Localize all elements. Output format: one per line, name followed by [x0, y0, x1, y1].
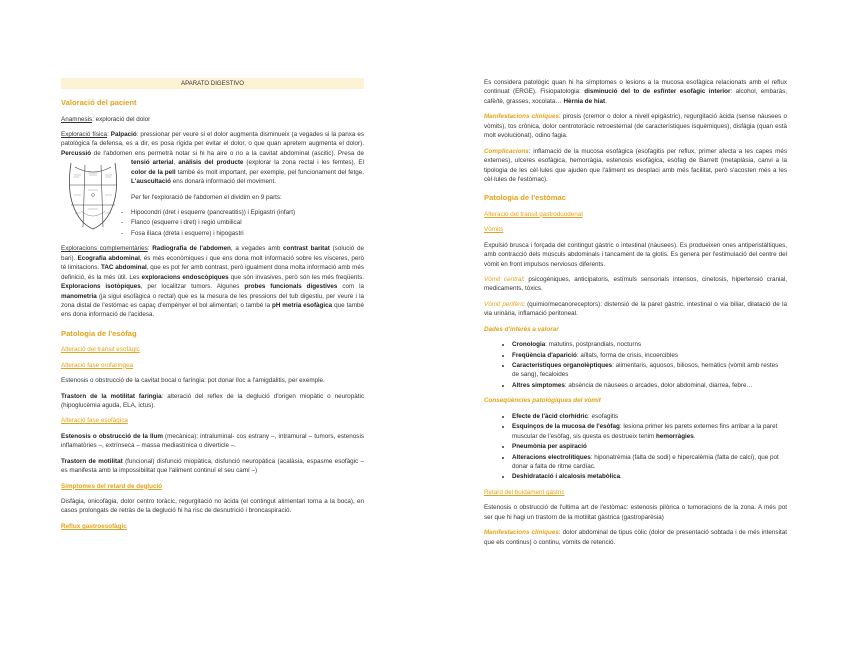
paragraph-orofaringea: Estenosis o obstrucció de la cavitat bocal o faríngia: pot donar lloc a l'amigdalitis, per exemple.	[61, 377, 325, 385]
list-item: - Flanco (esquerre i dret) i regió umbilical	[83, 218, 364, 227]
paragraph-complicacions: Complicacions: inflamació de la mucosa esofàgica (esofagitis per reflux, primer afecta a les capes més externes), ulceres esofàgica, hemorràgia, estenosis esofàgica, esòfag de Barrett (metaplàsia, canvi a la tipologia de les cèl·lules que ajuden que l'aliment es desplaci amb més facilitat, però s'acosten més a les cèl·lules de l'estòmac).	[484, 147, 787, 183]
paragraph-reflux-intro: Es considera patològic quan hi ha símptomes o lesions a la mucosa esofàgica relacionats amb el reflux continuat (ERGE). Fisiopatologia: disminució del to de esfínter esofàgic interior: alcohol, embaràs, cafè/tè, grasses, xocolata… Hèrnia de hiat.	[484, 79, 788, 105]
subsection-title-simptomes: Símptomes del retard de deglució	[61, 482, 163, 490]
abdominal-regions-diagram	[61, 159, 125, 231]
subsection-title-esofagica: Alteració fase esofàgica	[61, 417, 128, 425]
list-item: • Esquinços de la mucosa de l'esòfag: lesiona primer les parets externes fins arribar a la paret muscular de l'esòfag, sis questa es destrueix tenim hemorràgies.	[512, 422, 787, 441]
section-title-estomac: Patologia de l'estòmac	[484, 193, 566, 203]
list-item: • Alteracions electrolítiques: hiponatrèmia (falta de sodi) e hipercalèmia (falta de calci), que pot donar a falta de ritme cardíac.	[512, 453, 787, 472]
list-item: • Efecte de l'àcid clorhídric: esofagitis	[512, 412, 787, 421]
subsection-title-gastroduodenal: Alteració del transit gastroduodenal	[484, 210, 583, 218]
paragraph-motilitat-faringia: Trastorn de la motilitat faríngia: alteració del reflex de la deglució d'origen miopàtic o neuropàtic (hipoglucèmia aguda, ELA, ictus).	[61, 392, 364, 409]
dades-list	[484, 340, 787, 390]
section-title-valoracio: Valoració del pacient	[61, 98, 137, 108]
subsection-title-transit: Alteració del transit esofàgic	[61, 346, 140, 354]
list-item: • Cronologia: matutins, postprandials, nocturns	[512, 340, 787, 349]
paragraph-vomit-periferic: Vòmit perifèric (quimio/mecanoreceptors): distensió de la paret gàstric, intestinal o via biliar, dilatació de la via urinària, inflamació peritoneal.	[484, 300, 788, 318]
list-item: • Pneumònia per aspiració	[512, 442, 787, 451]
exploracio-block	[61, 130, 364, 244]
subsection-title-orofaringea: Alteració fase orofaríngea	[61, 361, 134, 369]
list-item: - Hipocondri (dret i esquerre (pancreatitis)) i Epigastri (infart)	[83, 208, 364, 217]
list-item: • Característiques organolèptiques: alimentaris, aquosos, biliosos, hemàtics (vòmit amb restes de sang), fecaloides	[512, 361, 787, 380]
paragraph-manifestacions-retard: Manifestacions clíniques: dolor abdominal de tipus còlic (dolor de presentació sobtada i de més intensitat que els continus) o continu, vòmits de retenció.	[484, 529, 787, 546]
paragraph-trastorn-motilitat: Trastorn de motilitat (funcional) disfunció miopàtica, disfunció neuropàtica (acalàsia, espasme esofàgic – es manifesta amb la impossibilitat que l'aliment continuï el seu camí –)	[61, 457, 364, 475]
paragraph-vomits: Expulsió brusca i forçada del contingut gàstric o intestinal (nàusees). Es produeixen ones antiperistàltiques, amb contracció dels músculs abdominals i tancament de la glotis. Es genera per l'estimulació del centre del vòmit en front impulsos nerviosos diferents.	[484, 241, 787, 268]
conseq-title: Conseqüències patològiques del vòmit	[484, 397, 601, 405]
page-header: APARATO DIGESTIVO	[61, 78, 364, 89]
dades-title: Dades d'interès a valorar	[484, 325, 559, 333]
paragraph-9-parts: Per fer l'exploració de l'abdomen el dividim en 9 parts:	[131, 193, 282, 201]
subsection-title-vomits: Vòmits	[484, 226, 504, 234]
paragraph-estenosis: Estenosis o obstrucció de la llum (mecànica): intraluminal- cos estrany –, intramural – tumors, estenosis inflamatòries –, extrínseca – massa mediastínica o diverticle –.	[61, 432, 364, 450]
paragraph-exploracio: Exploració física: Palpació: pressionar per veure si el dolor augmenta disminueix (a vegades si la panxa es patològica fa defensa, es a dir, es posa rígida per evitar el dolor, o que quan apretem augmenta el dolor). Percussió de l'abdomen ens permetrà notar si hi ha aire o no a la cavitat abdominal (ascitic). Presa de tensió arterial, anàlisis del producte (explorar la zona rectal i les femtes). El color de la pell també és molt important, per exemple, pel funcionament del fetge. L'auscultació ens donarà informació del moviment.	[61, 130, 364, 187]
paragraph-simptomes: Disfàgia, onicofàgia, dolor centro toràcic, regurgitació no àcida (el contingut alimentari torna a la boca), en casos prolongats de retràs de la deglució hi ha risc de desnutrició i broncaspiració.	[61, 498, 364, 515]
paragraph-vomit-central: Vòmit central: psicogèniques, anticipatoris, estímuls sensorials intensos, cinetosis, hipertensió cranial, medicaments, tòxics.	[484, 275, 788, 293]
paragraph-anamnesis: Anamnesis: exploració del dolor	[61, 115, 151, 123]
subsection-title-reflux: Reflux gastroesofàgic	[61, 522, 127, 530]
paragraph-complementaries: Exploracions complementàries: Radiografia de l'abdomen, a vegades amb contrast baritat (solució de bari). Ecografia abdominal, és més econòmiques i que ens dona molt informació sobre les vísceres, però té limitacions. TAC abdominal, que es pot fer amb contrast, però igualment dona molta informació amb més definició, és la més útil. Les exploracions endoscòpiques que són invasives, però són les més freqüents. Exploracions isotòpiques, per localitzar tumors. Algunes probes funcionals digestives com la manometria (ja sigui esofàgica o rectal) que es la mesura de les pressions del tub digestiu, per veure i la zona distal de l'estómac es capaç d'empènyer el bol alimentari; o també la pH metria esofàgica que també ens dona informació de l'acidesa.	[61, 245, 365, 319]
left-column	[61, 78, 364, 537]
subsection-title-retard: Retard del buidament gàstric	[484, 488, 565, 496]
exploracio-label: Exploració física	[61, 130, 108, 138]
paragraph-manifestacions-reflux: Manifestacions clíniques: pirosis (cremor o dolor a nivell epigàstric), regurgitació àcida (sense nàusees o vòmits), tos crònica, dolor centrotoràcic retroesternal (de característiques isquèmiques), disfàgia (quan està molt evolucionat), odino fagia.	[484, 113, 787, 140]
list-item: • Deshidratació i alcalosis metabòlica.	[512, 472, 787, 481]
section-title-esofag: Patologia de l'esòfag	[61, 328, 137, 338]
right-column	[484, 78, 787, 553]
paragraph-retard: Estenosis o obstrucció de l'ultima art de l'estòmac: estenosis pilòrica o tumoracions de la zona. A més pot ser que hi hagi un trastorn de la motilitat gàstrica (gastroparèsia)	[484, 504, 787, 521]
list-item: • Altres simptomes: absència de nàusees o arcades, dolor abdominal, diarrea, febre…	[512, 381, 787, 390]
list-item: - Fosa ilíaca (dreta i esquerre) i hipogastri	[83, 229, 364, 238]
list-item: • Freqüència d'aparició: aïllats, forma de crisis, incoercibles	[512, 351, 787, 360]
anamnesis-label: Anamnesis	[61, 115, 93, 123]
conseq-list	[484, 412, 787, 482]
